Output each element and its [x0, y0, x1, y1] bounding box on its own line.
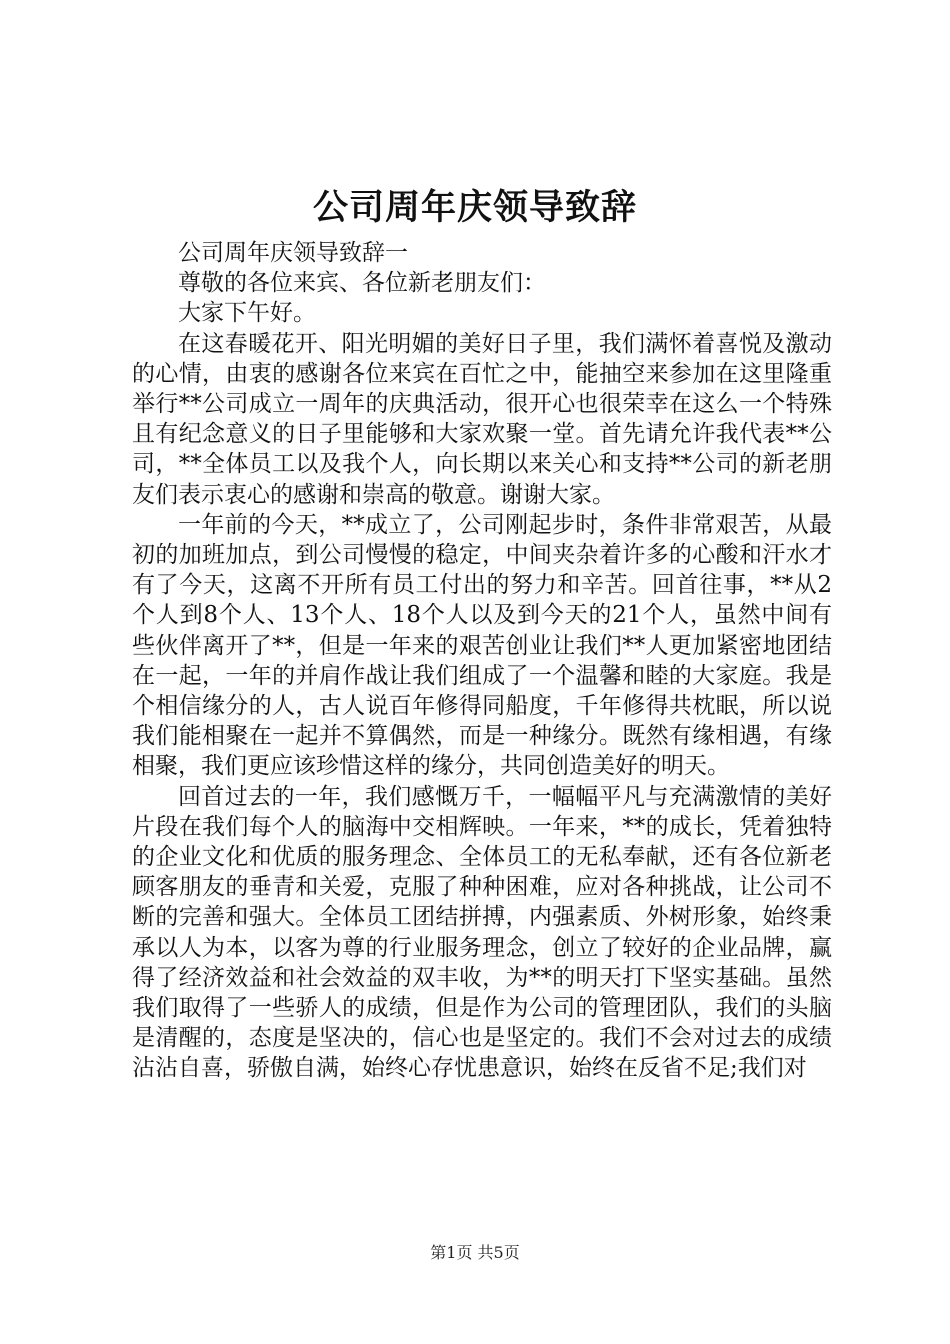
- paragraph-history: 一年前的今天，**成立了，公司刚起步时，条件非常艰苦，从最初的加班加点，到公司慢慢的稳定，中间夹杂着许多的心酸和汗水才有了今天，这离不开所有员工付出的努力和辛苦。回首往事，**从2个人到8个人、13个人、18个人以及到今天的21个人，虽然中间有些伙伴离开了**，但是一年来的艰苦创业让我们**人更加紧密地团结在一起，一年的并肩作战让我们组成了一个温馨和睦的大家庭。我是个相信缘分的人，古人说百年修得同船度，千年修得共枕眠，所以说我们能相聚在一起并不算偶然，而是一种缘分。既然有缘相遇，有缘相聚，我们更应该珍惜这样的缘分，共同创造美好的明天。: [132, 511, 832, 780]
- paragraph-salutation: 尊敬的各位来宾、各位新老朋友们：: [178, 270, 546, 297]
- document-title: 公司周年庆领导致辞: [312, 187, 637, 228]
- page-number-footer: 第1页 共5页: [430, 1243, 520, 1262]
- paragraph-greeting: 大家下午好。: [178, 300, 316, 327]
- paragraph-review: 回首过去的一年，我们感慨万千，一幅幅平凡与充满激情的美好片段在我们每个人的脑海中交相辉映。一年来，**的成长，凭着独特的企业文化和优质的服务理念、全体员工的无私奉献，还有各位新老顾客朋友的垂青和关爱，克服了种种困难，应对各种挑战，让公司不断的完善和强大。全体员工团结拼搏，内强素质、外树形象，始终秉承以人为本，以客为尊的行业服务理念，创立了较好的企业品牌，赢得了经济效益和社会效益的双丰收，为**的明天打下坚实基础。虽然我们取得了一些骄人的成绩，但是作为公司的管理团队，我们的头脑是清醒的，态度是坚决的，信心也是坚定的。我们不会对过去的成绩沾沾自喜，骄傲自满，始终心存忧患意识，始终在反省不足;我们对: [132, 783, 832, 1082]
- paragraph-heading-line: 公司周年庆领导致辞一: [178, 240, 408, 266]
- document-body: [132, 238, 832, 1084]
- paragraph-welcome: 在这春暖花开、阳光明媚的美好日子里，我们满怀着喜悦及激动的心情，由衷的感谢各位来宾在百忙之中，能抽空来参加在这里隆重举行**公司成立一周年的庆典活动，很开心也很荣幸在这么一个特殊且有纪念意义的日子里能够和大家欢聚一堂。首先请允许我代表**公司，**全体员工以及我个人，向长期以来关心和支持**公司的新老朋友们表示衷心的感谢和崇高的敬意。谢谢大家。: [132, 330, 832, 508]
